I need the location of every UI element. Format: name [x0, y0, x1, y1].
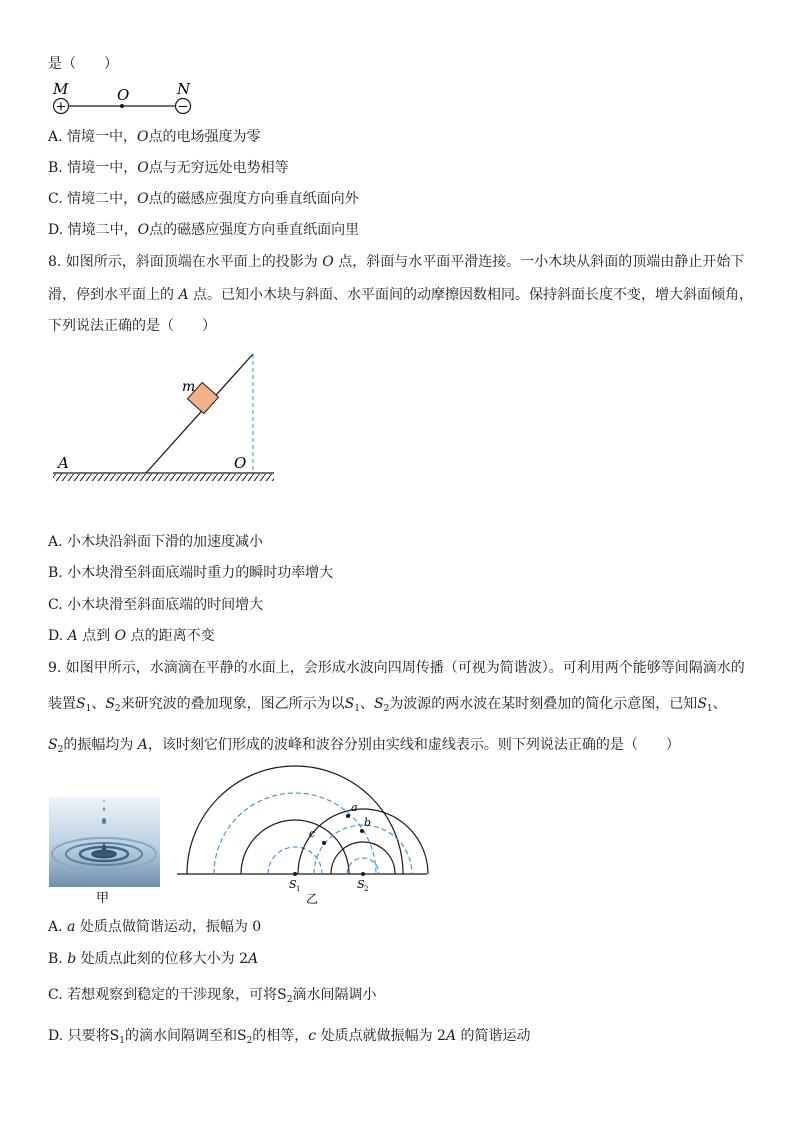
label-s1-sub: 1: [296, 885, 301, 893]
point-c: [322, 841, 326, 845]
label-s2: S: [357, 878, 365, 891]
ground-hatch: [53, 474, 274, 481]
q7-tail: 是（ ）: [48, 56, 118, 72]
label-s2-sub: 2: [364, 885, 369, 893]
q7-option-c: C. 情境二中，O点的磁感应强度方向垂直纸面向外: [48, 191, 359, 207]
s2-trough-inner: [347, 858, 379, 874]
q7-charge-figure: [45, 80, 205, 120]
svg-text:甲: 甲: [96, 891, 110, 906]
point-a-label: A: [58, 454, 69, 472]
q9-option-c: C. 若想观察到稳定的干涉现象，可将$S_2$滴水间隔调小: [48, 987, 377, 1005]
q9-stem-line1: 9. 如图甲所示，水滴滴在平静的水面上，会形成水波向四周传播（可视为简谐波）。可利用两个能够等间隔滴水的: [48, 660, 745, 676]
label-a: a: [351, 801, 358, 814]
label-s1: S: [289, 878, 297, 891]
photo-caption-jia: [96, 889, 116, 909]
water-drop-photo: [49, 797, 160, 887]
point-b: [360, 829, 364, 833]
label-o: O: [117, 86, 130, 104]
q8-stem-line1: 8. 如图所示，斜面顶端在水平面上的投影为 O 点，斜面与水平面平滑连接。一小木块从斜面的顶端由静止开始下: [48, 254, 745, 270]
source-s1: [293, 872, 297, 876]
q9-option-d: D. 只要将$S_1$的滴水间隔调至和$S_2$的相等，c 处质点就做振幅为 2A 的简谐运动: [48, 1028, 531, 1046]
point-o-label: O: [234, 454, 247, 472]
q7-option-b: B. 情境一中，O点与无穷远处电势相等: [48, 160, 289, 176]
q9-stem-line2: 装置$S_1$、$S_2$来研究波的叠加现象，图乙所示为以$S_1$、$S_2$为波源的两水波在某时刻叠加的简化示意图，已知$S_1$、: [48, 696, 727, 714]
q8-option-d: D. A 点到 O 点的距离不变: [48, 628, 215, 644]
q9-option-b: B. b 处质点此刻的位移大小为 2A: [48, 951, 259, 967]
label-b: b: [364, 816, 372, 829]
wave-interference-diagram: [175, 780, 435, 905]
q8-option-b: B. 小木块滑至斜面底端时重力的瞬时功率增大: [48, 565, 334, 581]
point-a: [346, 814, 350, 818]
label-m: M: [53, 80, 69, 98]
plus-sign: +: [55, 99, 67, 115]
q8-option-c: C. 小木块滑至斜面底端的时间增大: [48, 597, 264, 613]
q8-option-a: A. 小木块沿斜面下滑的加速度减小: [48, 534, 264, 550]
q9-option-a: A. a 处质点做简谐运动，振幅为 0: [48, 919, 262, 935]
label-n: N: [177, 80, 191, 98]
q9-stem-line3: $S_2$的振幅均为 A，该时刻它们形成的波峰和波谷分别由实线和虚线表示。则下列说法正确的是（ ）: [48, 737, 680, 755]
q8-stem-line2: 滑，停到水平面上的 A 点。已知小木块与斜面、水平面间的动摩擦因数相同。保持斜面长度不变，增大斜面倾角，: [48, 287, 754, 303]
label-c: c: [309, 827, 316, 840]
point-o-dot: [120, 104, 124, 108]
q7-option-a: A. 情境一中，O点的电场强度为零: [48, 129, 261, 145]
block-label-m: m: [182, 379, 196, 395]
source-s2: [361, 872, 365, 876]
q8-stem-line3: 下列说法正确的是（ ）: [48, 318, 216, 334]
q7-option-d: D. 情境二中，O点的磁感应强度方向垂直纸面向里: [48, 222, 360, 238]
diagram-caption-yi: 乙: [306, 892, 319, 906]
minus-sign: −: [177, 99, 189, 115]
incline-figure: [48, 340, 288, 490]
